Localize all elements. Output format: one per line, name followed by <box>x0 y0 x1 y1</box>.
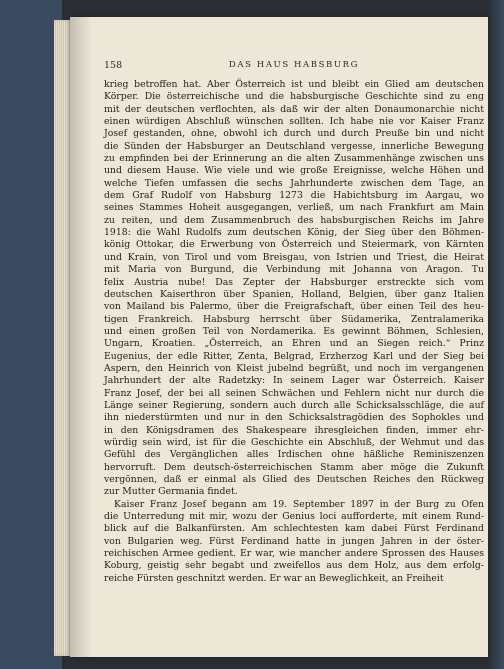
text-line: von Bulgarien weg. Fürst Ferdinand hatte in jungen Jahren in der öster- <box>104 535 484 547</box>
text-line: Koburg, geistig sehr begabt und zweifellos aus dem Holz, aus dem erfolg- <box>104 560 484 572</box>
text-line: Gefühl des Vergänglichen alles Irdischen ohne häßliche Reminiszenzen <box>104 449 484 461</box>
text-line: zur Mutter Germania findet. <box>104 486 238 498</box>
text-line: deutschen Kaiserthron über Spanien, Holland, Belgien, über ganz Italien <box>104 288 484 300</box>
text-line: vergönnen, daß er einmal als Glied des Deutschen Reiches den Rückweg <box>104 474 484 485</box>
text-line: zu reiten, und dem Zusammenbruch des habsburgischen Reichs im Jahre <box>104 214 484 226</box>
text-line: Jahrhundert der alte Radetzky: In seinem Lager war Österreich. Kaiser <box>104 375 484 387</box>
text-line: dem Graf Rudolf von Habsburg 1273 die Habichtsburg im Aargau, wo <box>104 190 484 202</box>
paragraph <box>104 79 484 499</box>
running-title: DAS HAUS HABSBURG <box>228 60 360 70</box>
text-line: reichischen Armee gedient. Er war, wie mancher andere Sprossen des Hauses <box>104 548 484 560</box>
body-text <box>104 79 484 585</box>
spine-shadow <box>70 17 92 657</box>
text-line: Länge seiner Regierung, sondern auch durch alle Schicksalsschläge, die auf <box>104 399 484 411</box>
text-line: reiche Fürsten geschnitzt werden. Er war an Beweglichkeit, an Freiheit <box>104 572 444 584</box>
text-line: tigen Frankreich. Habsburg herrscht über Südamerika, Zentralamerika <box>104 313 484 325</box>
page-header <box>104 60 484 76</box>
text-line: in den Königsdramen des Shakespeare ihresgleichen finden, immer ehr- <box>104 424 484 436</box>
book-cover-left <box>0 0 62 669</box>
text-line: Eugenius, der edle Ritter, Zenta, Belgrad, Erzherzog Karl und der Sieg bei <box>104 350 484 362</box>
text-line: und diesem Hause. Wie viele und wie große Ereignisse, welche Höhen und <box>104 165 484 177</box>
text-line: seines Stammes Hoheit ausgegangen, verließ, um nach Frankfurt am Main <box>104 202 484 214</box>
text-line: und einen großen Teil von Nordamerika. Es gewinnt Böhmen, Schlesien, <box>104 325 484 337</box>
text-line: Körper. Die österreichische und die habsburgische Geschichte sind zu eng <box>104 91 484 103</box>
text-line: einen würdigen Abschluß wünschen sollten. Ich habe nie vor Kaiser Franz <box>104 116 484 128</box>
paragraph <box>104 499 484 585</box>
text-line: und Krain, von Tirol und vom Breisgau, von Istrien und Triest, die Heirat <box>104 251 484 263</box>
text-line: von Mailand bis Palermo, über die Freigrafschaft, über einen Teil des heu- <box>104 301 484 313</box>
text-line: 1918: die Wahl Rudolfs zum deutschen König, der Sieg über den Böhmen- <box>104 227 484 239</box>
text-line: mit der deutschen verflochten, als daß wir der alten Donaumonarchie nicht <box>104 103 484 115</box>
text-line: Franz Josef, der bei all seinen Schwächen und Fehlern nicht nur durch die <box>104 387 484 399</box>
text-line: die Unterredung mit mir, wozu der Genius loci aufforderte, mit einem Rund- <box>104 511 484 523</box>
text-line: mit Maria von Burgund, die Verbindung mit Johanna von Aragon. Tu <box>104 264 484 276</box>
text-line: könig Ottokar, die Erwerbung von Österreich und Steiermark, von Kärnten <box>104 239 484 251</box>
text-line: Ungarn, Kroatien. „Österreich, an Ehren und an Siegen reich.“ Prinz <box>104 338 484 350</box>
text-line: die Sünden der Habsburger an Deutschland vergesse, innerliche Bewegung <box>104 140 484 152</box>
text-line: Kaiser Franz Josef begann am 19. September 1897 in der Burg zu Ofen <box>114 498 484 510</box>
text-line: Aspern, den Heinrich von Kleist jubelnd begrüßt, und noch im vergangenen <box>104 362 484 374</box>
text-line: blick auf die Balkanfürsten. Am schlechtesten kam dabei Fürst Ferdinand <box>104 523 484 535</box>
text-line: welche Tiefen umfassen die sechs Jahrhunderte zwischen dem Tage, an <box>104 177 484 189</box>
book-cover-right <box>488 0 504 669</box>
text-line: würdig sein wird, ist für die Geschichte ein Abschluß, der Wehmut und das <box>104 436 484 448</box>
text-line: felix Austria nube! Das Zepter der Habsburger erstreckte sich vom <box>104 276 484 288</box>
text-line: hervorruft. Dem deutsch-österreichischen Stamm aber möge die Zukunft <box>104 461 484 473</box>
page-number: 158 <box>104 60 123 71</box>
text-line: Josef gestanden, ohne, obwohl ich durch und durch Preuße bin und nicht <box>104 128 484 140</box>
text-line: ihn niederstürmten und nur in den Schicksalstragödien des Sophokles und <box>104 412 484 424</box>
text-line: krieg betroffen hat. Aber Österreich ist und bleibt ein Glied am deutschen <box>104 79 484 90</box>
text-line: zu empfinden bei der Erinnerung an die alten Zusammenhänge zwischen uns <box>104 153 484 165</box>
